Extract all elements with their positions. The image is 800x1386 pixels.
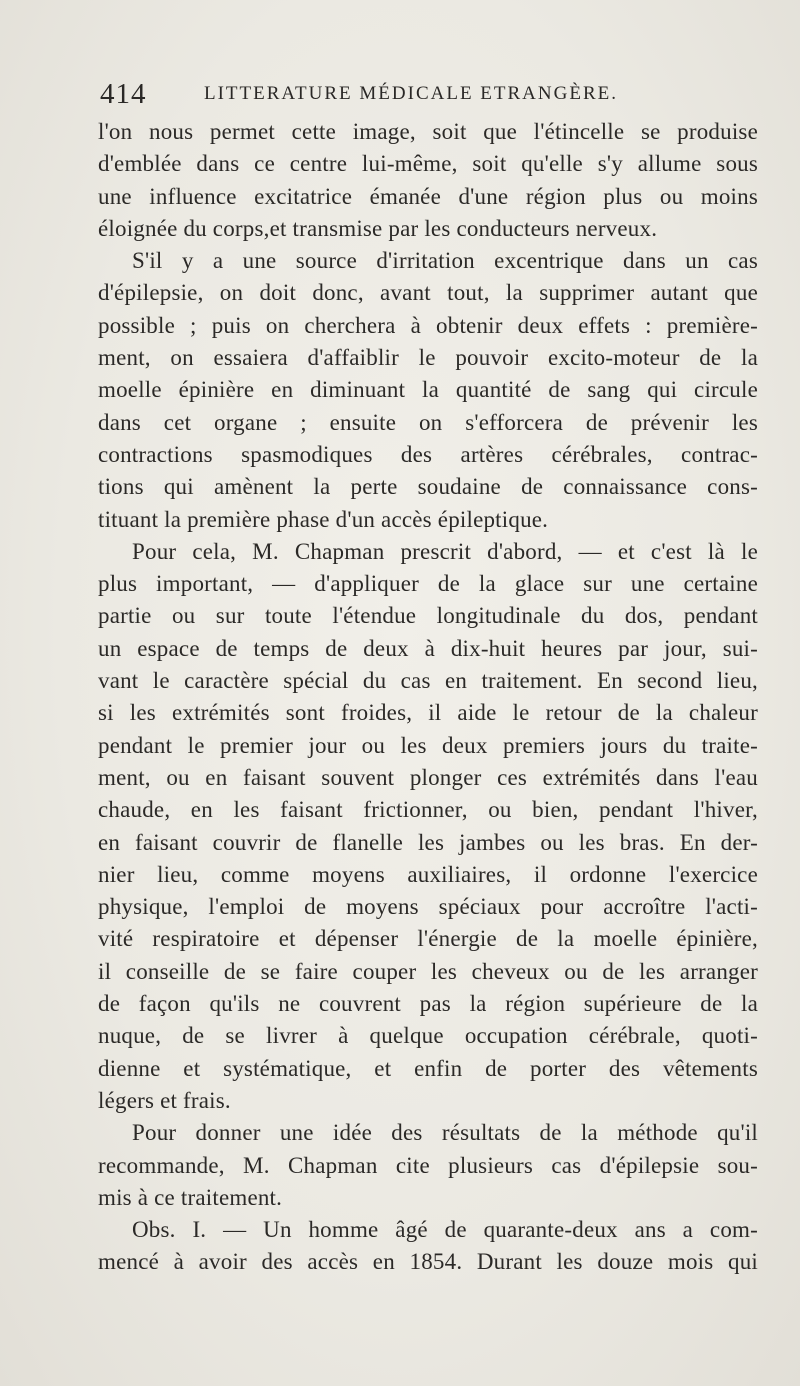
text-line: en faisant couvrir de flanelle les jambes ou les bras. En der-: [98, 829, 758, 855]
text-line: contractions spasmodiques des artères cérébrales, contrac-: [98, 441, 758, 467]
text-line: si les extrémités sont froides, il aide le retour de la chaleur: [98, 700, 758, 726]
paragraph-start-line: S'il y a une source d'irritation excentrique dans un cas: [132, 248, 758, 274]
text-line: vité respiratoire et dépenser l'énergie de la moelle épinière,: [98, 926, 758, 952]
text-line: chaude, en les faisant frictionner, ou bien, pendant l'hiver,: [98, 797, 758, 823]
text-line: d'épilepsie, on doit donc, avant tout, la supprimer autant que: [98, 280, 758, 306]
running-title: LITTERATURE MÉDICALE ETRANGÈRE.: [204, 83, 618, 104]
running-header: [100, 78, 750, 114]
text-line: une influence excitatrice émanée d'une région plus ou moins: [98, 183, 758, 209]
text-line: plus important, — d'appliquer de la glace sur une certaine: [98, 571, 758, 597]
text-line: de façon qu'ils ne couvrent pas la région supérieure de la: [98, 991, 758, 1017]
text-line: recommande, M. Chapman cite plusieurs cas d'épilepsie sou-: [98, 1152, 758, 1178]
text-line: pendant le premier jour ou les deux premiers jours du traite-: [98, 732, 758, 758]
text-line: nuque, de se livrer à quelque occupation cérébrale, quoti-: [98, 1023, 758, 1049]
text-line: physique, l'emploi de moyens spéciaux pour accroître l'acti-: [98, 894, 758, 920]
text-line: mencé à avoir des accès en 1854. Durant les douze mois qui: [98, 1249, 758, 1275]
text-line: dienne et systématique, et enfin de porter des vêtements: [98, 1055, 758, 1081]
text-line: tions qui amènent la perte soudaine de connaissance cons-: [98, 474, 758, 500]
paragraph-start-line: Pour donner une idée des résultats de la méthode qu'il: [132, 1120, 758, 1146]
observation-line: Obs. I. — Un homme âgé de quarante-deux ans a com-: [132, 1217, 758, 1243]
text-line: ment, on essaiera d'affaiblir le pouvoir excito-moteur de la: [98, 345, 758, 371]
text-line: moelle épinière en diminuant la quantité de sang qui circule: [98, 377, 758, 403]
text-line: tituant la première phase d'un accès épileptique.: [98, 506, 549, 532]
text-line: légers et frais.: [98, 1087, 231, 1113]
text-line: possible ; puis on cherchera à obtenir deux effets : première-: [98, 312, 758, 338]
page-number: 414: [100, 78, 147, 110]
text-line: l'on nous permet cette image, soit que l'étincelle se produise: [98, 119, 758, 144]
text-line: nier lieu, comme moyens auxiliaires, il ordonne l'exercice: [98, 861, 758, 887]
text-line: dans cet organe ; ensuite on s'efforcera de prévenir les: [98, 409, 758, 435]
text-line: un espace de temps de deux à dix-huit heures par jour, sui-: [98, 635, 758, 661]
text-line: il conseille de se faire couper les cheveux ou de les arranger: [98, 958, 758, 984]
text-line: ment, ou en faisant souvent plonger ces extrémités dans l'eau: [98, 764, 758, 790]
body-text: [98, 116, 758, 1279]
paragraph-start-line: Pour cela, M. Chapman prescrit d'abord, — et c'est là le: [132, 538, 758, 564]
text-line: éloignée du corps,et transmise par les conducteurs nerveux.: [98, 215, 658, 241]
text-line: d'emblée dans ce centre lui-même, soit qu'elle s'y allume sous: [98, 151, 758, 177]
text-line: mis à ce traitement.: [98, 1184, 283, 1210]
text-line: vant le caractère spécial du cas en traitement. En second lieu,: [98, 668, 758, 694]
text-line: partie ou sur toute l'étendue longitudinale du dos, pendant: [98, 603, 758, 629]
